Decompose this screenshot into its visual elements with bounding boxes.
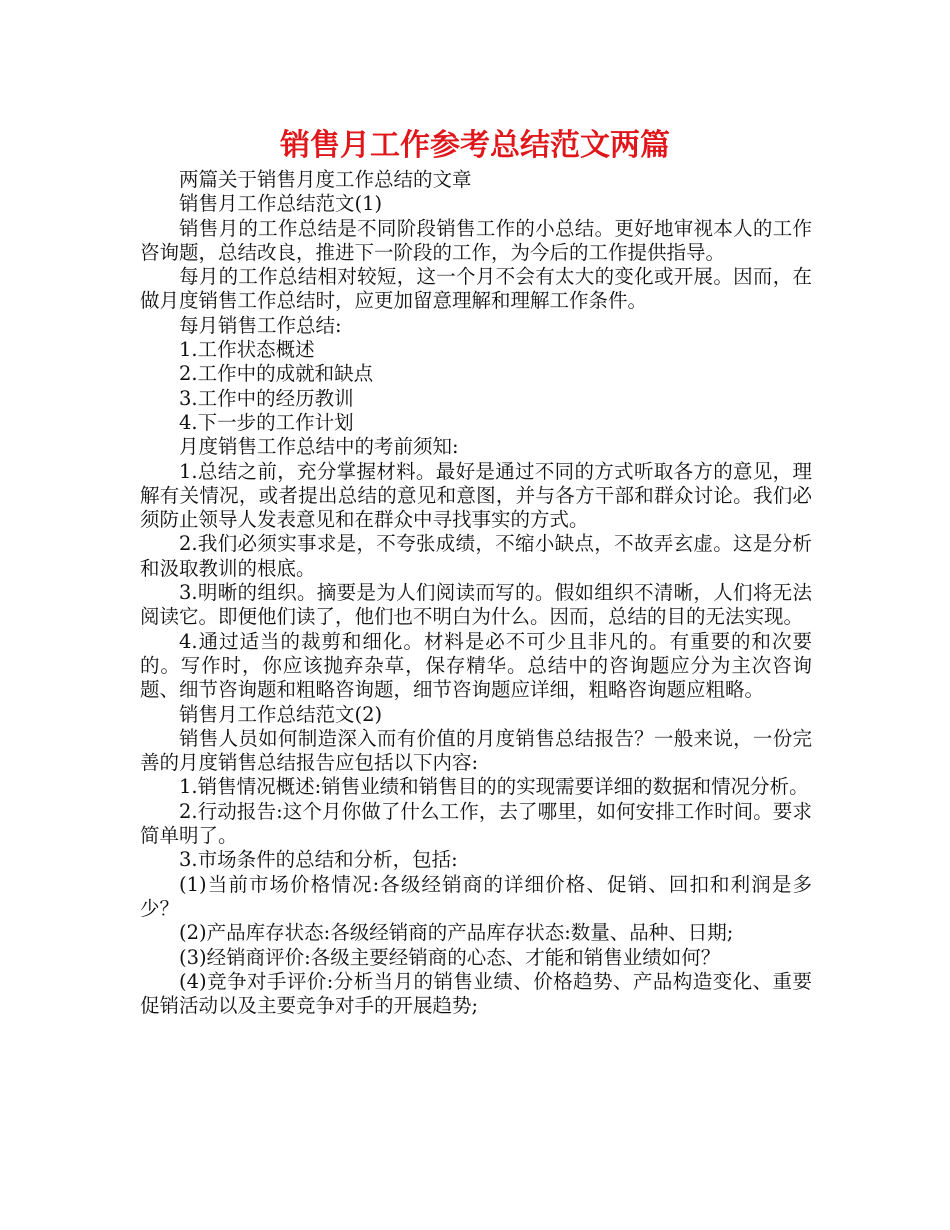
list-item: 1.工作状态概述 [179, 338, 315, 362]
list-item: 3.市场条件的总结和分析，包括: [179, 848, 458, 872]
paragraph: 销售月的工作总结是不同阶段销售工作的小总结。更好地审视本人的工作咨询题，总结改良，推进下一阶段的工作，为今后的工作提供指导。 [140, 216, 812, 264]
list-item: 1.销售情况概述:销售业绩和销售目的的实现需要详细的数据和情况分析。 [179, 775, 809, 799]
list-item: 2.行动报告:这个月你做了什么工作，去了哪里，如何安排工作时间。要求简单明了。 [140, 799, 812, 848]
list-item: (1)当前市场价格情况:各级经销商的详细价格、促销、回扣和利润是多少？ [140, 872, 812, 920]
list-item: 4.通过适当的裁剪和细化。材料是必不可少且非凡的。有重要的和次要的。写作时，你应该抛弃杂草，保存精华。总结中的咨询题应分为主次咨询题、细节咨询题和粗略咨询题，细节咨询题应详细，粗略咨询题应粗略。 [140, 629, 812, 702]
list-item: 1.总结之前，充分掌握材料。最好是通过不同的方式听取各方的意见，理解有关情况，或者提出总结的意见和意图，并与各方干部和群众讨论。我们必须防止领导人发表意见和在群众中寻找事实的方式。 [140, 459, 812, 532]
paragraph: 销售人员如何制造深入而有价值的月度销售总结报告？一般来说，一份完善的月度销售总结报告应包括以下内容: [140, 726, 812, 775]
list-item: (2)产品库存状态:各级经销商的产品库存状态:数量、品种、日期; [179, 921, 734, 945]
paragraph: 每月的工作总结相对较短，这一个月不会有太大的变化或开展。因而，在做月度销售工作总结时，应更加留意理解和理解工作条件。 [140, 265, 812, 313]
list-item: (4)竞争对手评价:分析当月的销售业绩、价格趋势、产品构造变化、重要促销活动以及主要竞争对手的开展趋势; [140, 969, 812, 1018]
list-item: 3.工作中的经历教训 [179, 386, 354, 410]
section-heading: 销售月工作总结范文(1) [179, 192, 383, 216]
paragraph: 两篇关于销售月度工作总结的文章 [179, 168, 472, 191]
paragraph: 每月销售工作总结: [179, 313, 342, 337]
list-item: 3.明晰的组织。摘要是为人们阅读而写的。假如组织不清晰，人们将无法阅读它。即便他们读了，他们也不明白为什么。因而，总结的目的无法实现。 [140, 581, 812, 629]
list-item: 2.我们必须实事求是，不夸张成绩，不缩小缺点，不故弄玄虚。这是分析和汲取教训的根底。 [140, 532, 812, 580]
section-heading: 销售月工作总结范文(2) [179, 702, 383, 726]
list-item: 4.下一步的工作计划 [179, 410, 354, 434]
document-title: 销售月工作参考总结范文两篇 [280, 128, 670, 163]
document-body [140, 168, 812, 1018]
list-item: 2.工作中的成就和缺点 [179, 362, 374, 386]
list-item: (3)经销商评价:各级主要经销商的心态、才能和销售业绩如何？ [179, 945, 721, 969]
paragraph: 月度销售工作总结中的考前须知: [179, 435, 459, 459]
